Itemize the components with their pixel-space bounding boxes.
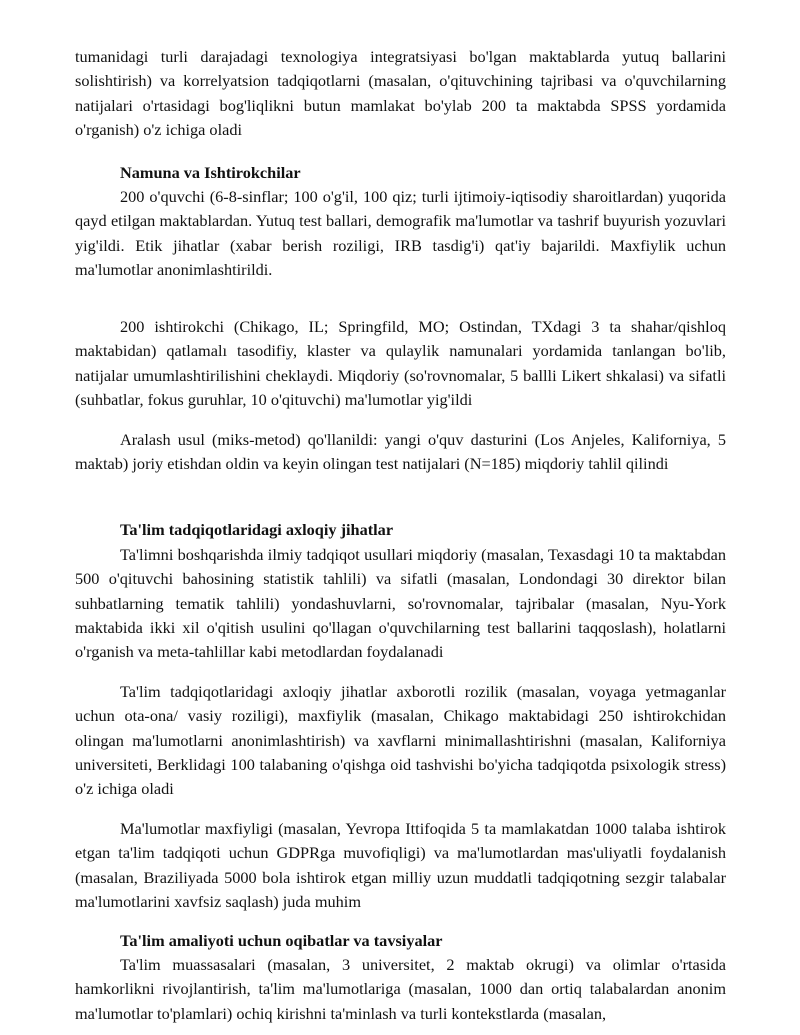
heading-sample-participants: Namuna va Ishtirokchilar: [120, 163, 301, 182]
heading-ethics: Ta'lim tadqiqotlaridagi axloqiy jihatlar: [120, 520, 394, 539]
paragraph-participants-sampling: 200 ishtirokchi (Chikago, IL; Springfild, MO; Ostindan, TXdagi 3 ta shahar/qishloq maktabidan) qatlamalı tasodifiy, klaster va qulaylik namunalari yordamida tanlangan bo'lib, natijalar umumlashtirilishini cheklaydi. Miqdoriy (so'rovnomalar, 5 ballli Likert shkalasi) va sifatli (suhbatlar, fokus guruhlar, 10 o'qituvchi) ma'lumotlar yig'ildi: [75, 317, 726, 409]
paragraph-ethical-aspects: Ta'lim tadqiqotlaridagi axloqiy jihatlar axborotli rozilik (masalan, voyaga yetmaganlar uchun ota-ona/ vasiy roziligi), maxfiylik (masalan, Chikago maktabidagi 250 ishtirokchidan olingan ma'lumotlarni anonimlashtirish) va xavflarni minimallashtirishni (masalan, Kaliforniya universiteti, Berklidagi 100 talabaning o'qishga oid tashvishi bo'yicha tadqiqotda psixologik stress) o'z ichiga oladi: [75, 682, 726, 799]
paragraph-data-privacy: Ma'lumotlar maxfiyligi (masalan, Yevropa Ittifoqida 5 ta mamlakatdan 1000 talaba ishtirok etgan ta'lim tadqiqoti uchun GDPRga muvofiqligi) va ma'lumotlardan mas'uliyatli foydalanish (masalan, Braziliyada 5000 bola ishtirok etgan milliy uzun muddatli tadqiqotning sezgir talabalar ma'lumotlarini xavfsiz saqlash) juda muhim: [75, 819, 726, 911]
paragraph-research-methods: Ta'limni boshqarishda ilmiy tadqiqot usullari miqdoriy (masalan, Texasdagi 10 ta maktabdan 500 o'qituvchi bahosining statistik tahlili) va sifatli (masalan, Londondagi 30 direktor bilan suhbatlarning tematik tahlili) yondashuvlarni, so'rovnomalar, tajribalar (masalan, Nyu-York maktabida ikki xil o'qitish usulini qo'llagan o'quvchilarning test ballarini taqqoslash), holatlarni o'rganish va meta-tahlillar kabi metodlardan foydalanadi: [75, 545, 726, 662]
paragraph-mixed-method: Aralash usul (miks-metod) qo'llanildi: yangi o'quv dasturini (Los Anjeles, Kaliforniya, 5 maktab) joriy etishdan oldin va keyin olingan test natijalari (N=185) miqdoriy tahlil qilindi: [75, 430, 726, 474]
heading-implications: Ta'lim amaliyoti uchun oqibatlar va tavsiyalar: [120, 931, 443, 950]
paragraph-methods-continuation: tumanidagi turli darajadagi texnologiya integratsiyasi bo'lgan maktablarda yutuq ballarini solishtirish) va korrelyatsion tadqiqotlarni (masalan, o'qituvchining tajribasi va o'quvchilarning natijalari o'rtasidagi bog'liqlikni butun mamlakat bo'ylab 200 ta maktabda SPSS yordamida o'rganish) o'z ichiga oladi: [75, 47, 726, 139]
paragraph-sample-description: 200 o'quvchi (6-8-sinflar; 100 o'g'il, 100 qiz; turli ijtimoiy-iqtisodiy sharoitlardan) yuqorida qayd etilgan maktablardan. Yutuq test ballari, demografik ma'lumotlar va tashrif buyurish yozuvlari yig'ildi. Etik jihatlar (xabar berish roziligi, IRB tasdig'i) qat'iy bajarildi. Maxfiylik uchun ma'lumotlar anonimlashtirildi.: [75, 187, 726, 279]
paragraph-recommendations: Ta'lim muassasalari (masalan, 3 universitet, 2 maktab okrugi) va olimlar o'rtasida hamkorlikni rivojlantirish, ta'lim ma'lumotlariga (masalan, 1000 dan ortiq talabalardan anonim ma'lumotlar to'plamlari) ochiq kirishni ta'minlash va turli kontekstlarda (masalan,: [75, 955, 726, 1023]
